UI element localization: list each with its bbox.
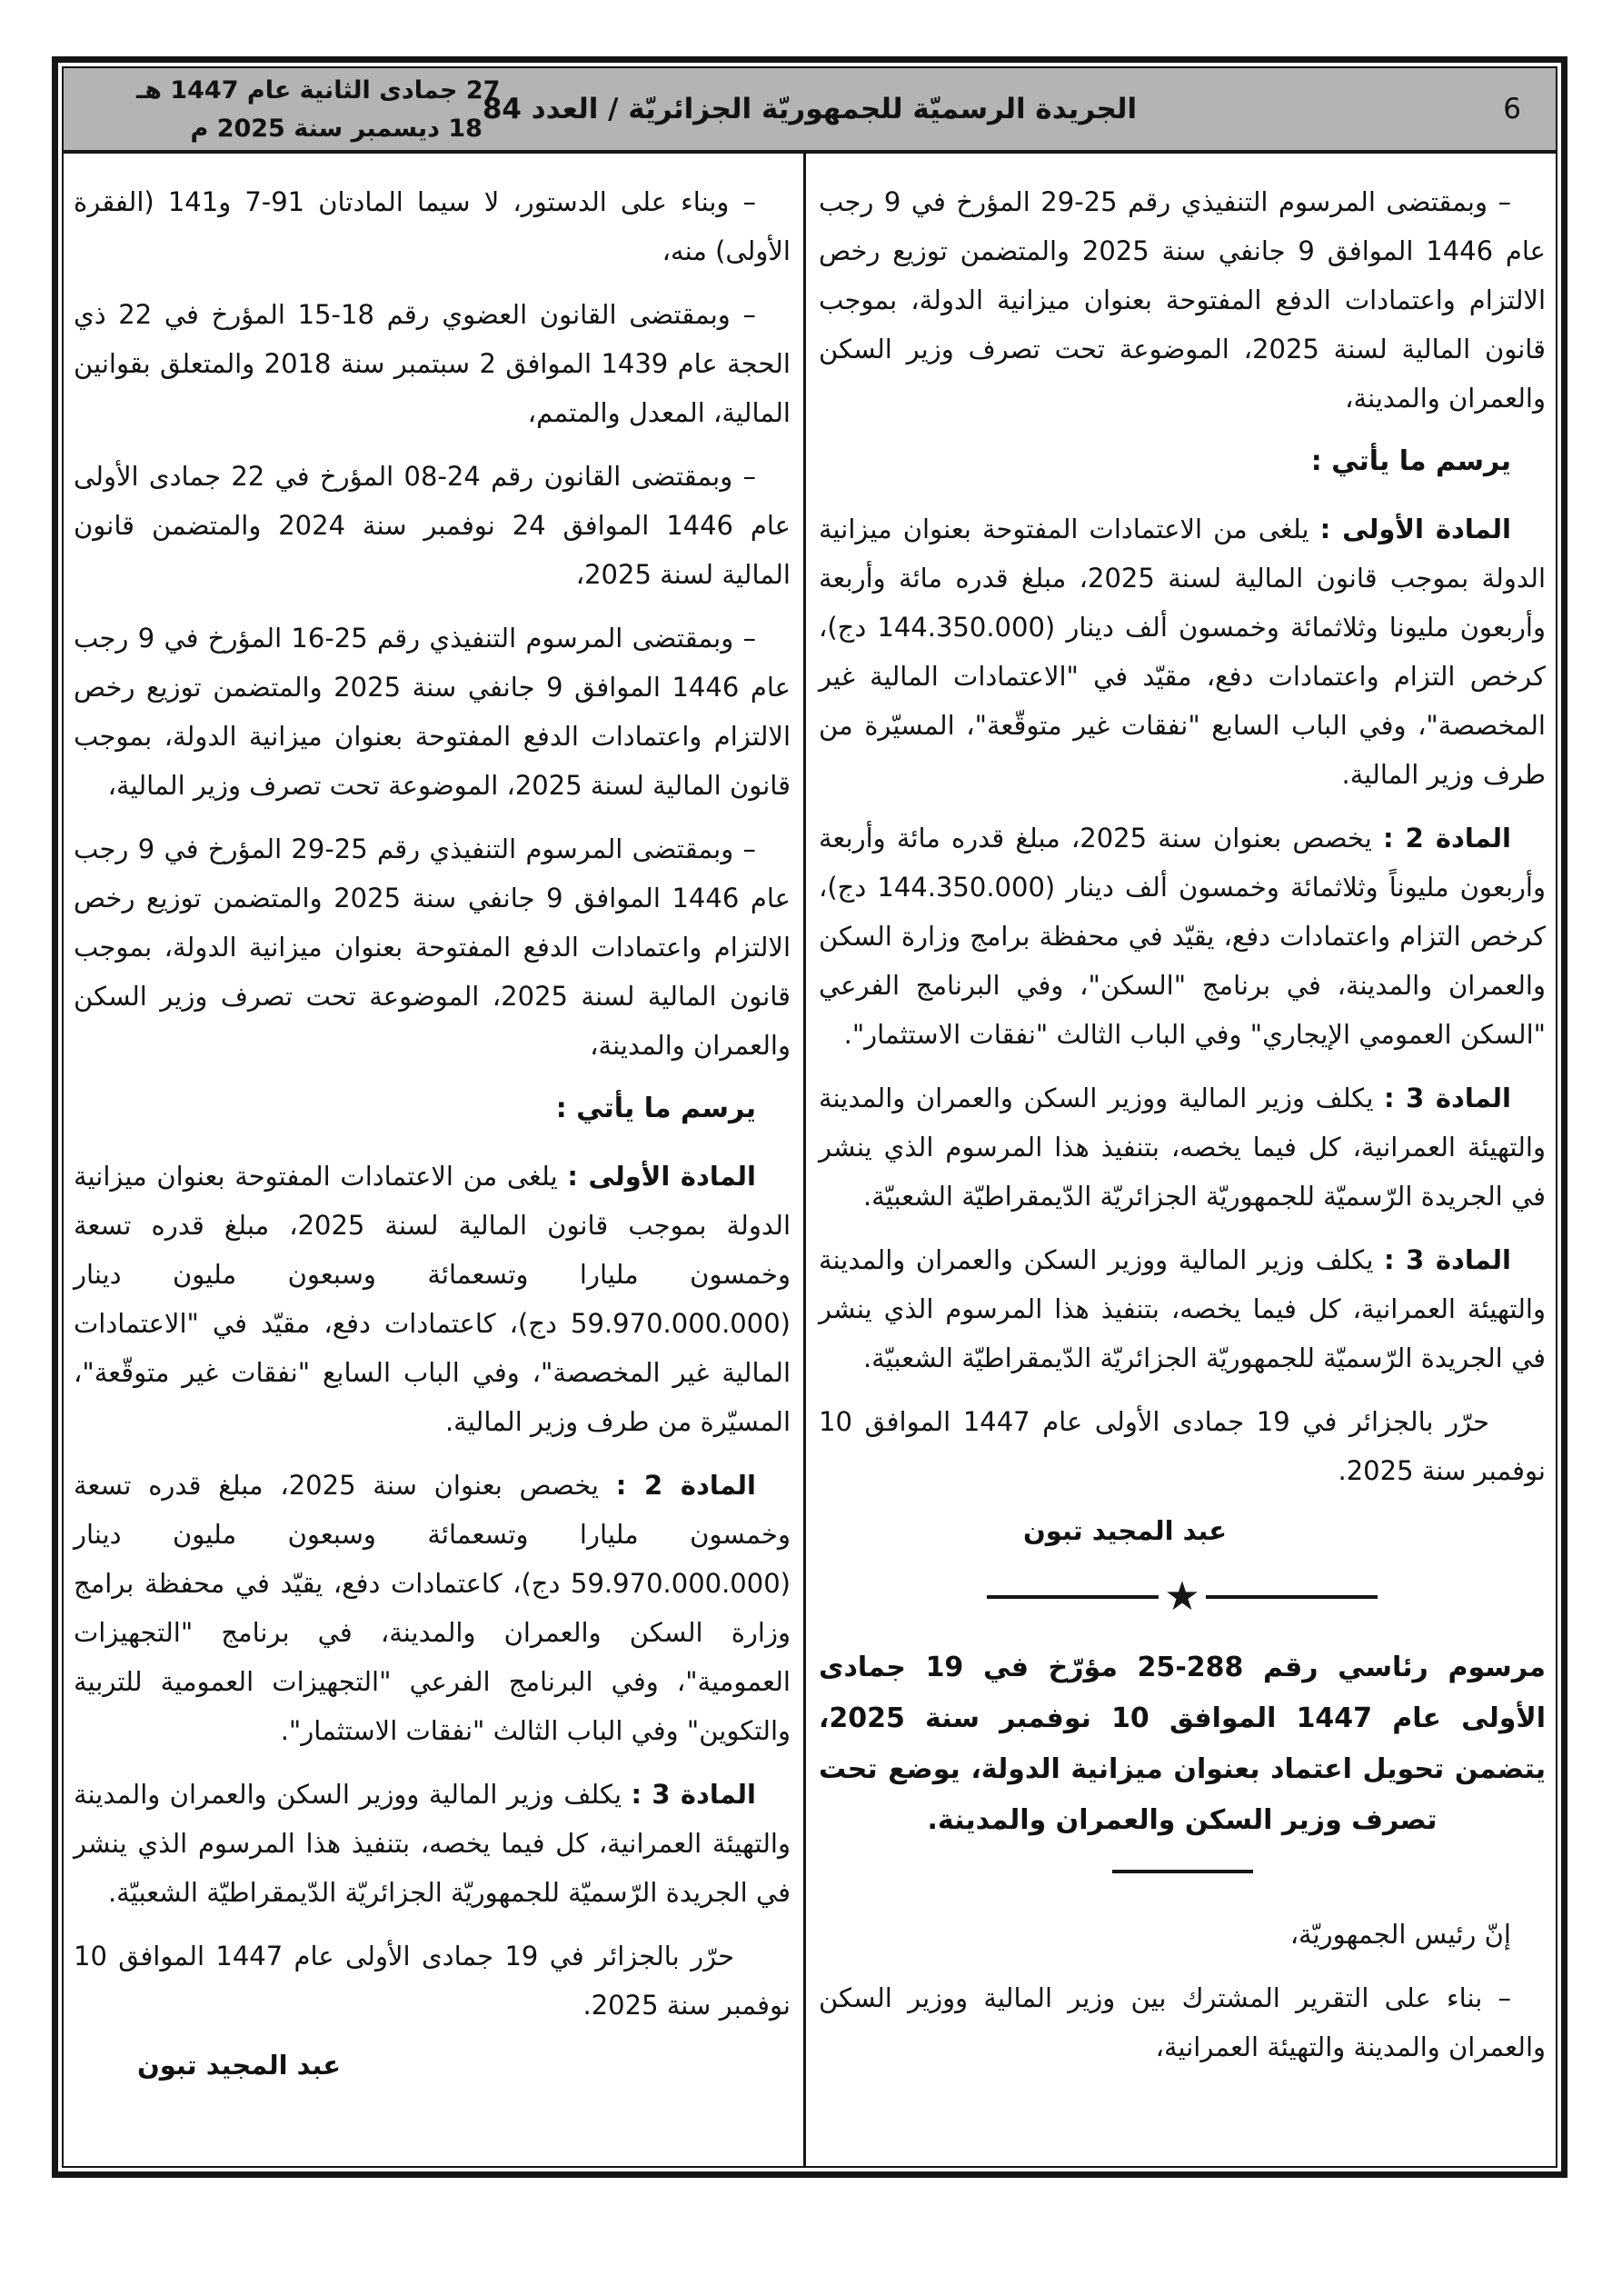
star-icon: ★ [1164, 1573, 1200, 1620]
article-lead: المادة الأولى : [567, 1161, 756, 1192]
article-text: يخصص بعنوان سنة 2025، مبلغ قدره مائة وأربعة وأربعون مليوناً وثلاثمائة وخمسون ألف دينار (144.350.000 دج)، كرخص التزام واعتمادات دفع، يقيّد في محفظة برامج وزارة السكن والعمران والمدينة، في برنامج "السكن"، وفي البرنامج الفرعي "السكن العمومي الإيجاري" وفي الباب الثالث "نفقات الاستثمار". [819, 823, 1546, 1050]
recital-paragraph: – وبمقتضى المرسوم التنفيذي رقم 25-16 المؤرخ في 9 رجب عام 1446 الموافق 9 جانفي سنة 2025 والمتضمن توزيع رخص الالتزام واعتمادات الدفع المفتوحة بعنوان ميزانية الدولة، بموجب قانون المالية لسنة 2025، الموضوعة تحت تصرف وزير المالية، [74, 623, 791, 801]
article-lead: المادة 3 : [1384, 1083, 1511, 1113]
article-lead: المادة 2 : [1382, 823, 1511, 854]
article-text: يخصص بعنوان سنة 2025، مبلغ قدره تسعة وخمسون مليارا وتسعمائة وسبعون مليون دينار (59.970.000.000 دج)، كاعتمادات دفع، يقيّد في محفظة برامج وزارة السكن والعمران والمدينة، في برنامج "التجهيزات العمومية"، وفي البرنامج الفرعي "التجهيزات العمومية للتربية والتكوين" وفي الباب الثالث "نفقات الاستثمار". [74, 1470, 791, 1746]
article-paragraph [819, 504, 1546, 799]
header-bar [64, 68, 1556, 154]
content-columns [64, 154, 1556, 2166]
article-paragraph [74, 1152, 791, 1446]
article-lead: المادة 3 : [1384, 1244, 1511, 1275]
recital-paragraph: – وبمقتضى المرسوم التنفيذي رقم 25-29 المؤرخ في 9 رجب عام 1446 الموافق 9 جانفي سنة 2025 والمتضمن توزيع رخص الالتزام واعتمادات الدفع المفتوحة بعنوان ميزانية الدولة، بموجب قانون المالية لسنة 2025، الموضوعة تحت تصرف وزير السكن والعمران والمدينة، [74, 834, 791, 1061]
article-paragraph [74, 1770, 791, 1917]
recital-paragraph: – وبمقتضى المرسوم التنفيذي رقم 25-29 المؤرخ في 9 رجب عام 1446 الموافق 9 جانفي سنة 2025 والمتضمن توزيع رخص الالتزام واعتمادات الدفع المفتوحة بعنوان ميزانية الدولة، بموجب قانون المالية لسنة 2025، الموضوعة تحت تصرف وزير السكن والعمران والمدينة، [819, 186, 1546, 414]
resolution-heading: يرسم ما يأتي : [1310, 445, 1511, 477]
recital-paragraph: – وبناء على الدستور، لا سيما المادتان 91-7 و141 (الفقرة الأولى) منه، [74, 186, 791, 266]
article-paragraph [819, 1235, 1546, 1383]
gregorian-date: 18 ديسمبر سنة 2025 م [190, 115, 483, 143]
resolution-heading: يرسم ما يأتي : [555, 1093, 756, 1124]
page-frame [52, 56, 1567, 2178]
section-rule [1112, 1870, 1253, 1873]
article-lead: المادة 3 : [631, 1779, 756, 1810]
journal-title: الجريدة الرسميّة للجمهوريّة الجزائريّة / العدد 84 [482, 93, 1138, 125]
article-text: يكلف وزير المالية ووزير السكن والعمران والمدينة والتهيئة العمرانية، كل فيما يخصه، بتنفيذ هذا المرسوم الذي ينشر في الجريدة الرّسميّة للجمهوريّة الجزائريّة الدّيمقراطيّة الشعبيّة. [74, 1779, 791, 1908]
column-divider [803, 154, 806, 2166]
dateline: حرّر بالجزائر في 19 جمادى الأولى عام 1447 الموافق 10 نوفمبر سنة 2025. [74, 1941, 791, 2021]
decree-heading: مرسوم رئاسي رقم 288-25 مؤرّخ في 19 جمادى الأولى عام 1447 الموافق 10 نوفمبر سنة 2025، يتضمن تحويل اعتماد بعنوان ميزانية الدولة، يوضع تحت تصرف وزير السكن والعمران والمدينة. [819, 1652, 1547, 1836]
article-text: يكلف وزير المالية ووزير السكن والعمران والمدينة والتهيئة العمرانية، كل فيما يخصه، بتنفيذ هذا المرسوم الذي ينشر في الجريدة الرّسميّة للجمهوريّة الجزائريّة الدّيمقراطيّة الشعبيّة. [819, 1083, 1546, 1212]
article-paragraph [819, 1073, 1546, 1221]
article-lead: المادة الأولى : [1319, 514, 1511, 544]
recital-paragraph: – بناء على التقرير المشترك بين وزير المالية ووزير السكن والعمران والمدينة والتهيئة العمرانية، [819, 1982, 1546, 2062]
recital-paragraph: – وبمقتضى القانون العضوي رقم 18-15 المؤرخ في 22 ذي الحجة عام 1439 الموافق 2 سبتمبر سنة 2018 والمتعلق بقوانين المالية، المعدل والمتمم، [74, 299, 791, 428]
signature: عبد المجيد تبون [1023, 1515, 1228, 1546]
preamble-line: إنّ رئيس الجمهوريّة، [1289, 1919, 1511, 1950]
article-text: يلغى من الاعتمادات المفتوحة بعنوان ميزانية الدولة بموجب قانون المالية لسنة 2025، مبلغ قدره مائة وأربعة وأربعون مليونا وثلاثمائة وخمسون ألف دينار (144.350.000 دج)، كرخص التزام واعتمادات دفع، مقيّد في "الاعتمادات المالية غير المخصصة"، وفي الباب السابع "نفقات غير متوقّعة"، المسيّرة من طرف وزير المالية. [819, 514, 1547, 790]
article-text: يلغى من الاعتمادات المفتوحة بعنوان ميزانية الدولة بموجب قانون المالية لسنة 2025، مبلغ قدره تسعة وخمسون مليارا وتسعمائة وسبعون مليون دينار (59.970.000.000 دج)، كاعتمادات دفع، مقيّد في "الاعتمادات المالية غير المخصصة"، وفي الباب السابع "نفقات غير متوقّعة"، المسيّرة من طرف وزير المالية. [74, 1161, 791, 1437]
article-text: يكلف وزير المالية ووزير السكن والعمران والمدينة والتهيئة العمرانية، كل فيما يخصه، بتنفيذ هذا المرسوم الذي ينشر في الجريدة الرّسميّة للجمهوريّة الجزائريّة الدّيمقراطيّة الشعبيّة. [819, 1244, 1546, 1373]
signature: عبد المجيد تبون [137, 2050, 342, 2081]
dateline: حرّر بالجزائر في 19 جمادى الأولى عام 1447 الموافق 10 نوفمبر سنة 2025. [819, 1406, 1546, 1486]
article-paragraph [74, 1461, 791, 1755]
divider-line [1206, 1595, 1378, 1599]
recital-paragraph: – وبمقتضى القانون رقم 24-08 المؤرخ في 22 جمادى الأولى عام 1446 الموافق 24 نوفمبر سنة 2024 والمتضمن قانون المالية لسنة 2025، [74, 461, 791, 590]
left-column [74, 177, 791, 2166]
page-frame-inner [62, 66, 1557, 2168]
article-paragraph [819, 814, 1546, 1059]
right-column [819, 177, 1546, 2166]
page-number: 6 [1503, 93, 1521, 125]
hijri-date: 27 جمادى الثانية عام 1447 هـ [136, 76, 501, 105]
divider-line [987, 1595, 1159, 1599]
article-lead: المادة 2 : [615, 1470, 756, 1501]
star-divider [987, 1573, 1378, 1620]
